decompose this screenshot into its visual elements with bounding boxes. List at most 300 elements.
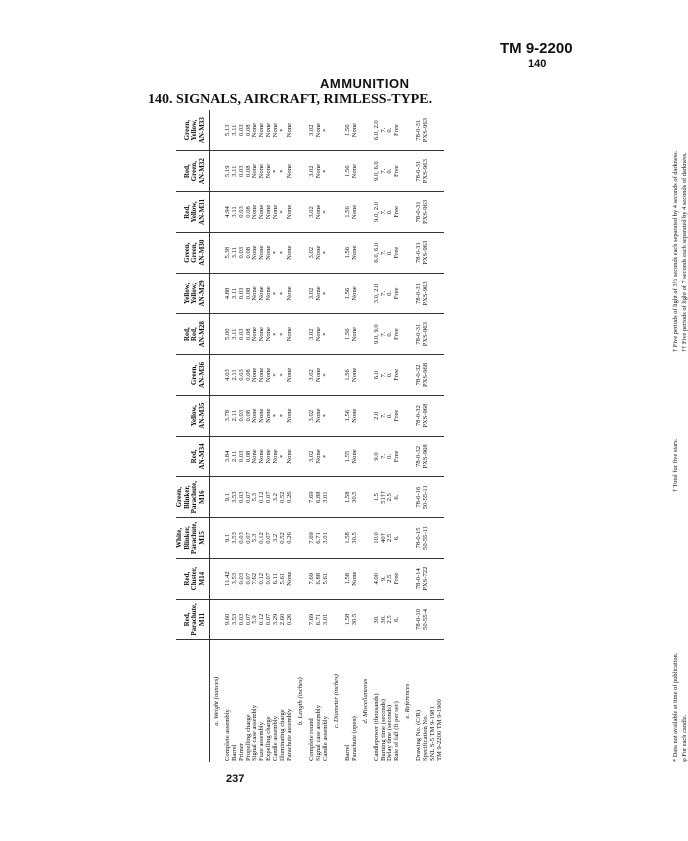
cell-value: None (287, 314, 294, 355)
cell-value: 2.11 (232, 355, 239, 396)
cell-value (401, 232, 416, 273)
cell-value: None (316, 273, 323, 314)
cell-value (430, 151, 437, 192)
cell-value (401, 599, 416, 640)
cell-value: 0.12 (259, 558, 266, 599)
cell-value: PXS-963 (423, 232, 430, 273)
cell-value (294, 151, 309, 192)
cell-value: 0.07 (266, 518, 273, 559)
cell-value (209, 110, 225, 151)
cell-value: None (252, 151, 259, 192)
cell-value (430, 395, 437, 436)
cell-value: None (287, 151, 294, 192)
cell-value: None (352, 314, 359, 355)
column-header-line: M15 (198, 531, 207, 545)
cell-value: 9.1 (225, 518, 232, 559)
row-label: Drawing No. (C/R) (415, 709, 423, 761)
cell-value (330, 395, 345, 436)
cell-value: 0.08 (246, 273, 253, 314)
cell-value (401, 395, 416, 436)
cell-value: 3.53 (232, 599, 239, 640)
cell-value: * (323, 151, 330, 192)
cell-value: * (323, 395, 330, 436)
cell-value (359, 151, 374, 192)
cell-value: Free (394, 110, 401, 151)
cell-value: None (252, 436, 259, 477)
cell-value (437, 518, 444, 559)
cell-value (437, 273, 444, 314)
cell-value: 5.13 (225, 110, 232, 151)
cell-value (359, 395, 374, 436)
cell-value: None (266, 314, 273, 355)
cell-value: None (352, 395, 359, 436)
cell-value: None (273, 192, 280, 233)
cell-value: 3.01 (323, 518, 330, 559)
cell-value (437, 232, 444, 273)
cell-value: 0.07 (246, 518, 253, 559)
cell-value: 0.08 (246, 355, 253, 396)
cell-value: None (266, 436, 273, 477)
cell-value: 1.56 (345, 314, 352, 355)
cell-value (437, 110, 444, 151)
cell-value: 4.00 (374, 558, 381, 599)
cell-value: 3.53 (232, 477, 239, 518)
cell-value: * (280, 151, 287, 192)
cell-value: 0.26 (287, 477, 294, 518)
cell-value: * (280, 395, 287, 436)
column-header-line: AN-M35 (198, 402, 207, 429)
cell-value: 6. (394, 599, 401, 640)
cell-value: 50-55-11 (423, 518, 430, 559)
cell-value: 0.08 (246, 110, 253, 151)
cell-value: Free (394, 355, 401, 396)
cell-value: 78-0-32 (416, 355, 423, 396)
cell-value: 9.0 (374, 436, 381, 477)
cell-value (359, 477, 374, 518)
cell-value: * (273, 151, 280, 192)
section-row (401, 110, 416, 762)
section-row (330, 110, 345, 762)
cell-value: 9.0, 6.0 (374, 151, 381, 192)
cell-value: None (266, 232, 273, 273)
cell-value: None (273, 110, 280, 151)
cell-value: * (273, 273, 280, 314)
column-header-line: Green, (190, 364, 199, 386)
cell-value: 78-0-31 (416, 314, 423, 355)
cell-value: * (280, 110, 287, 151)
cell-value: 2.11 (232, 436, 239, 477)
cell-value: 0. (387, 314, 394, 355)
cell-value: 6.71 (316, 599, 323, 640)
cell-value (209, 395, 225, 436)
cell-value: 0.07 (266, 558, 273, 599)
table-row (374, 110, 381, 762)
column-header-line: Yellow, (190, 405, 199, 427)
column-header-line: AN-M28 (198, 321, 207, 348)
cell-value (430, 355, 437, 396)
cell-value: PXS-968 (423, 436, 430, 477)
section-label: d. Miscellaneous (361, 678, 369, 724)
cell-value (401, 436, 416, 477)
row-label: Signal case assembly (314, 704, 322, 761)
cell-value (430, 477, 437, 518)
cell-value: 9.0, 2.0 (374, 192, 381, 233)
cell-value: None (252, 395, 259, 436)
cell-value: 78-0-16 (416, 477, 423, 518)
column-header (176, 192, 209, 233)
cell-value (401, 355, 416, 396)
cell-value (330, 355, 345, 396)
cell-value: Free (394, 395, 401, 436)
column-header-line: Yellow, (190, 119, 199, 141)
cell-value: * (323, 192, 330, 233)
cell-value: 0.08 (246, 232, 253, 273)
cell-value (330, 314, 345, 355)
cell-value (430, 232, 437, 273)
cell-value: 78-0-14 (416, 558, 423, 599)
cell-value: 5.38 (225, 232, 232, 273)
cell-value (330, 518, 345, 559)
cell-value: 6. (394, 477, 401, 518)
cell-value: 3.02 (309, 192, 316, 233)
column-header-line: M11 (198, 612, 207, 627)
cell-value: 0.26 (287, 518, 294, 559)
section-label: e. References (404, 683, 412, 719)
cell-value: 3.02 (309, 436, 316, 477)
cell-value: 3.02 (309, 110, 316, 151)
cell-value: None (287, 192, 294, 233)
cell-value: * (273, 355, 280, 396)
cell-value: * (323, 273, 330, 314)
row-label: Barrel (230, 744, 238, 761)
cell-value: 7. (381, 273, 388, 314)
cell-value: 2.60 (280, 599, 287, 640)
cell-value: Free (394, 558, 401, 599)
cell-value: 40† (381, 518, 388, 559)
cell-value: 78-0-31 (416, 192, 423, 233)
cell-value (401, 151, 416, 192)
row-label: Signal case assembly (251, 704, 259, 761)
cell-value (359, 436, 374, 477)
cell-value (330, 599, 345, 640)
cell-value: None (287, 273, 294, 314)
cell-value: 5.61 (280, 558, 287, 599)
cell-value: * (280, 192, 287, 233)
column-header-line: M16 (198, 490, 207, 504)
cell-value (294, 395, 309, 436)
column-header (176, 151, 209, 192)
cell-value: None (259, 151, 266, 192)
cell-value: 5.3 (252, 518, 259, 559)
cell-value: 4.88 (225, 273, 232, 314)
cell-value (209, 151, 225, 192)
section-label: b. Length (inches) (296, 677, 304, 726)
cell-value (437, 436, 444, 477)
cell-value: 3.53 (232, 558, 239, 599)
cell-value: Free (394, 192, 401, 233)
row-label: Candle assembly (321, 716, 329, 761)
cell-value: None (352, 192, 359, 233)
cell-value: 1.58 (345, 599, 352, 640)
row-label: Primer (237, 743, 245, 761)
cell-value: 6. (394, 518, 401, 559)
cell-value: 2.5 (387, 558, 394, 599)
cell-value (401, 518, 416, 559)
cell-value (401, 558, 416, 599)
cell-value: 9.60 (225, 599, 232, 640)
cell-value: 7.69 (309, 558, 316, 599)
cell-value: None (316, 314, 323, 355)
cell-value: 9. (381, 558, 388, 599)
cell-value: 1.56 (345, 273, 352, 314)
cell-value: None (273, 436, 280, 477)
section-row (359, 110, 374, 762)
cell-value (209, 436, 225, 477)
cell-value (359, 558, 374, 599)
cell-value: 3.53 (232, 518, 239, 559)
cell-value: None (352, 558, 359, 599)
cell-value (359, 273, 374, 314)
cell-value: 3.02 (309, 273, 316, 314)
cell-value: 0.03 (239, 232, 246, 273)
cell-value: None (259, 355, 266, 396)
footnote-star: * Data not available at time of publication. (672, 652, 679, 762)
cell-value (437, 355, 444, 396)
cell-value: 0.03 (239, 599, 246, 640)
cell-value: None (266, 395, 273, 436)
cell-value: None (352, 355, 359, 396)
cell-value: 0.07 (266, 599, 273, 640)
cell-value: None (287, 395, 294, 436)
column-header-line: Red, (182, 164, 191, 179)
cell-value: 5.9 (252, 599, 259, 640)
cell-value (209, 273, 225, 314)
cell-value: 78-0-31 (416, 151, 423, 192)
cell-value: None (287, 436, 294, 477)
row-label: Rate of fall (ft per sec) (393, 701, 401, 761)
cell-value: * (280, 436, 287, 477)
row-label: TM 9-2200 TM 9-1900 (436, 699, 444, 761)
cell-value (330, 110, 345, 151)
cell-value (209, 518, 225, 559)
cell-value (330, 273, 345, 314)
column-header-line: Yellow, (182, 282, 191, 305)
cell-value (401, 273, 416, 314)
cell-value: 0.03 (239, 477, 246, 518)
cell-value: 3.01 (323, 477, 330, 518)
cell-value: * (280, 355, 287, 396)
row-label: Parachute assembly (286, 708, 294, 761)
cell-value: None (287, 110, 294, 151)
cell-value: 0.03 (239, 355, 246, 396)
label-column-header (176, 640, 209, 762)
cell-value: 3.11 (232, 192, 239, 233)
cell-value (294, 110, 309, 151)
cell-value: 78-0-15 (416, 518, 423, 559)
cell-value (401, 314, 416, 355)
cell-value (359, 355, 374, 396)
cell-value: 0.26 (287, 599, 294, 640)
cell-value: 3.11 (232, 314, 239, 355)
cell-value (294, 355, 309, 396)
cell-value: None (266, 355, 273, 396)
cell-value: Free (394, 273, 401, 314)
cell-value: 0.03 (239, 151, 246, 192)
cell-value: 6.0, 6.0 (374, 232, 381, 273)
cell-value: 0.03 (239, 436, 246, 477)
cell-value: 0. (387, 273, 394, 314)
cell-value: * (323, 436, 330, 477)
cell-value: None (287, 355, 294, 396)
cell-value: PXS-968 (423, 355, 430, 396)
cell-value: None (266, 110, 273, 151)
cell-value: 0.08 (246, 314, 253, 355)
cell-value: 78-0-31 (416, 232, 423, 273)
cell-value (330, 151, 345, 192)
table-row (273, 110, 280, 762)
column-header-line: AN-M31 (198, 198, 207, 225)
cell-value: 0.07 (246, 599, 253, 640)
cell-value: 0.12 (259, 599, 266, 640)
section-label: a. Weight (ounces) (212, 676, 220, 726)
column-header (176, 355, 209, 396)
cell-value: 0.03 (239, 110, 246, 151)
cell-value: Free (394, 151, 401, 192)
cell-value: 1.56 (345, 192, 352, 233)
cell-value (430, 273, 437, 314)
cell-value: 3.0, 2.0 (374, 273, 381, 314)
cell-value: None (316, 151, 323, 192)
column-header-line: Parachute, (190, 603, 199, 636)
column-header-line: AN-M34 (198, 443, 207, 470)
cell-value: 3.84 (225, 436, 232, 477)
cell-value: 3.02 (309, 395, 316, 436)
page-number: 237 (226, 773, 245, 785)
cell-value: None (352, 232, 359, 273)
cell-value: 6.88 (316, 558, 323, 599)
cell-value (209, 477, 225, 518)
cell-value: 0.08 (246, 395, 253, 436)
row-label: Complete round (307, 718, 315, 761)
cell-value: 5.00 (225, 314, 232, 355)
cell-value: None (316, 355, 323, 396)
cell-value: 2.5 (387, 599, 394, 640)
cell-value (401, 477, 416, 518)
cell-value: 4.03 (225, 355, 232, 396)
cell-value (294, 558, 309, 599)
cell-value: None (287, 232, 294, 273)
cell-value: 3.02 (309, 151, 316, 192)
cell-value: 30. (381, 599, 388, 640)
footnote-dagger-single: † Five periods of light of 3½ seconds each separated by 4 seconds of darkness. (672, 150, 679, 352)
column-header-line: Parachute, (190, 521, 199, 555)
cell-value: 1.58 (345, 518, 352, 559)
column-header (176, 518, 209, 559)
cell-value: 1.56 (345, 110, 352, 151)
cell-value: 0.52 (280, 518, 287, 559)
cell-value: 3.78 (225, 395, 232, 436)
cell-value: 1.56 (345, 395, 352, 436)
cell-value: 7. (381, 232, 388, 273)
signals-table (176, 110, 444, 762)
cell-value: 7. (381, 314, 388, 355)
cell-value: 30.5 (352, 518, 359, 559)
cell-value: 78-0-31 (416, 110, 423, 151)
cell-value: None (259, 232, 266, 273)
column-header-line: White, (175, 527, 183, 548)
cell-value: 7.69 (309, 518, 316, 559)
column-header-line: AN-M36 (198, 361, 207, 388)
table-row (352, 110, 359, 762)
cell-value: 0.03 (239, 314, 246, 355)
column-header-line: Blinker, (182, 485, 191, 510)
cell-value: 9.1 (225, 477, 232, 518)
cell-value: 7.62 (252, 558, 259, 599)
cell-value (359, 314, 374, 355)
cell-value: 0.07 (246, 477, 253, 518)
column-header-line: Red, (190, 449, 199, 464)
cell-value: None (259, 110, 266, 151)
cell-value: None (259, 192, 266, 233)
cell-value: * (323, 355, 330, 396)
column-header-line: Green, (175, 487, 183, 508)
cell-value: None (352, 436, 359, 477)
cell-value: 50-55-4 (423, 599, 430, 640)
column-header-line: Red, (190, 327, 199, 342)
cell-value: 6.88 (316, 477, 323, 518)
cell-value: 3.2 (273, 477, 280, 518)
cell-value: None (259, 273, 266, 314)
cell-value: None (352, 110, 359, 151)
column-header (176, 436, 209, 477)
cell-value: None (252, 110, 259, 151)
cell-value (359, 518, 374, 559)
cell-value: 3.02 (309, 232, 316, 273)
cell-value: 51†† (381, 477, 388, 518)
cell-value (294, 273, 309, 314)
row-label: Illuminating charge (279, 709, 287, 761)
cell-value (330, 477, 345, 518)
cell-value (209, 314, 225, 355)
cell-value (359, 192, 374, 233)
column-header (176, 395, 209, 436)
cell-value (430, 436, 437, 477)
cell-value (437, 151, 444, 192)
cell-value: PXS-963 (423, 273, 430, 314)
cell-value: 6.11 (273, 558, 280, 599)
cell-value (209, 599, 225, 640)
column-header-line: Red, (182, 205, 191, 219)
cell-value (294, 599, 309, 640)
table-row (430, 110, 437, 762)
cell-value: 0.03 (239, 273, 246, 314)
row-label: Candlepower (thousands) (372, 693, 380, 761)
row-label: Barrel (343, 744, 351, 761)
column-header-line: Blinker, (182, 526, 191, 550)
cell-value: 2.5 (387, 518, 394, 559)
cell-value: 2.5 (387, 477, 394, 518)
cell-value: None (252, 192, 259, 233)
cell-value: 0.08 (246, 192, 253, 233)
column-header-line: Parachute, (190, 480, 199, 514)
cell-value (209, 355, 225, 396)
table-row (381, 110, 388, 762)
column-header-line: AN-M33 (198, 117, 207, 144)
cell-value (330, 192, 345, 233)
cell-value: 1.56 (345, 355, 352, 396)
cell-value: None (287, 558, 294, 599)
cell-value: None (266, 273, 273, 314)
